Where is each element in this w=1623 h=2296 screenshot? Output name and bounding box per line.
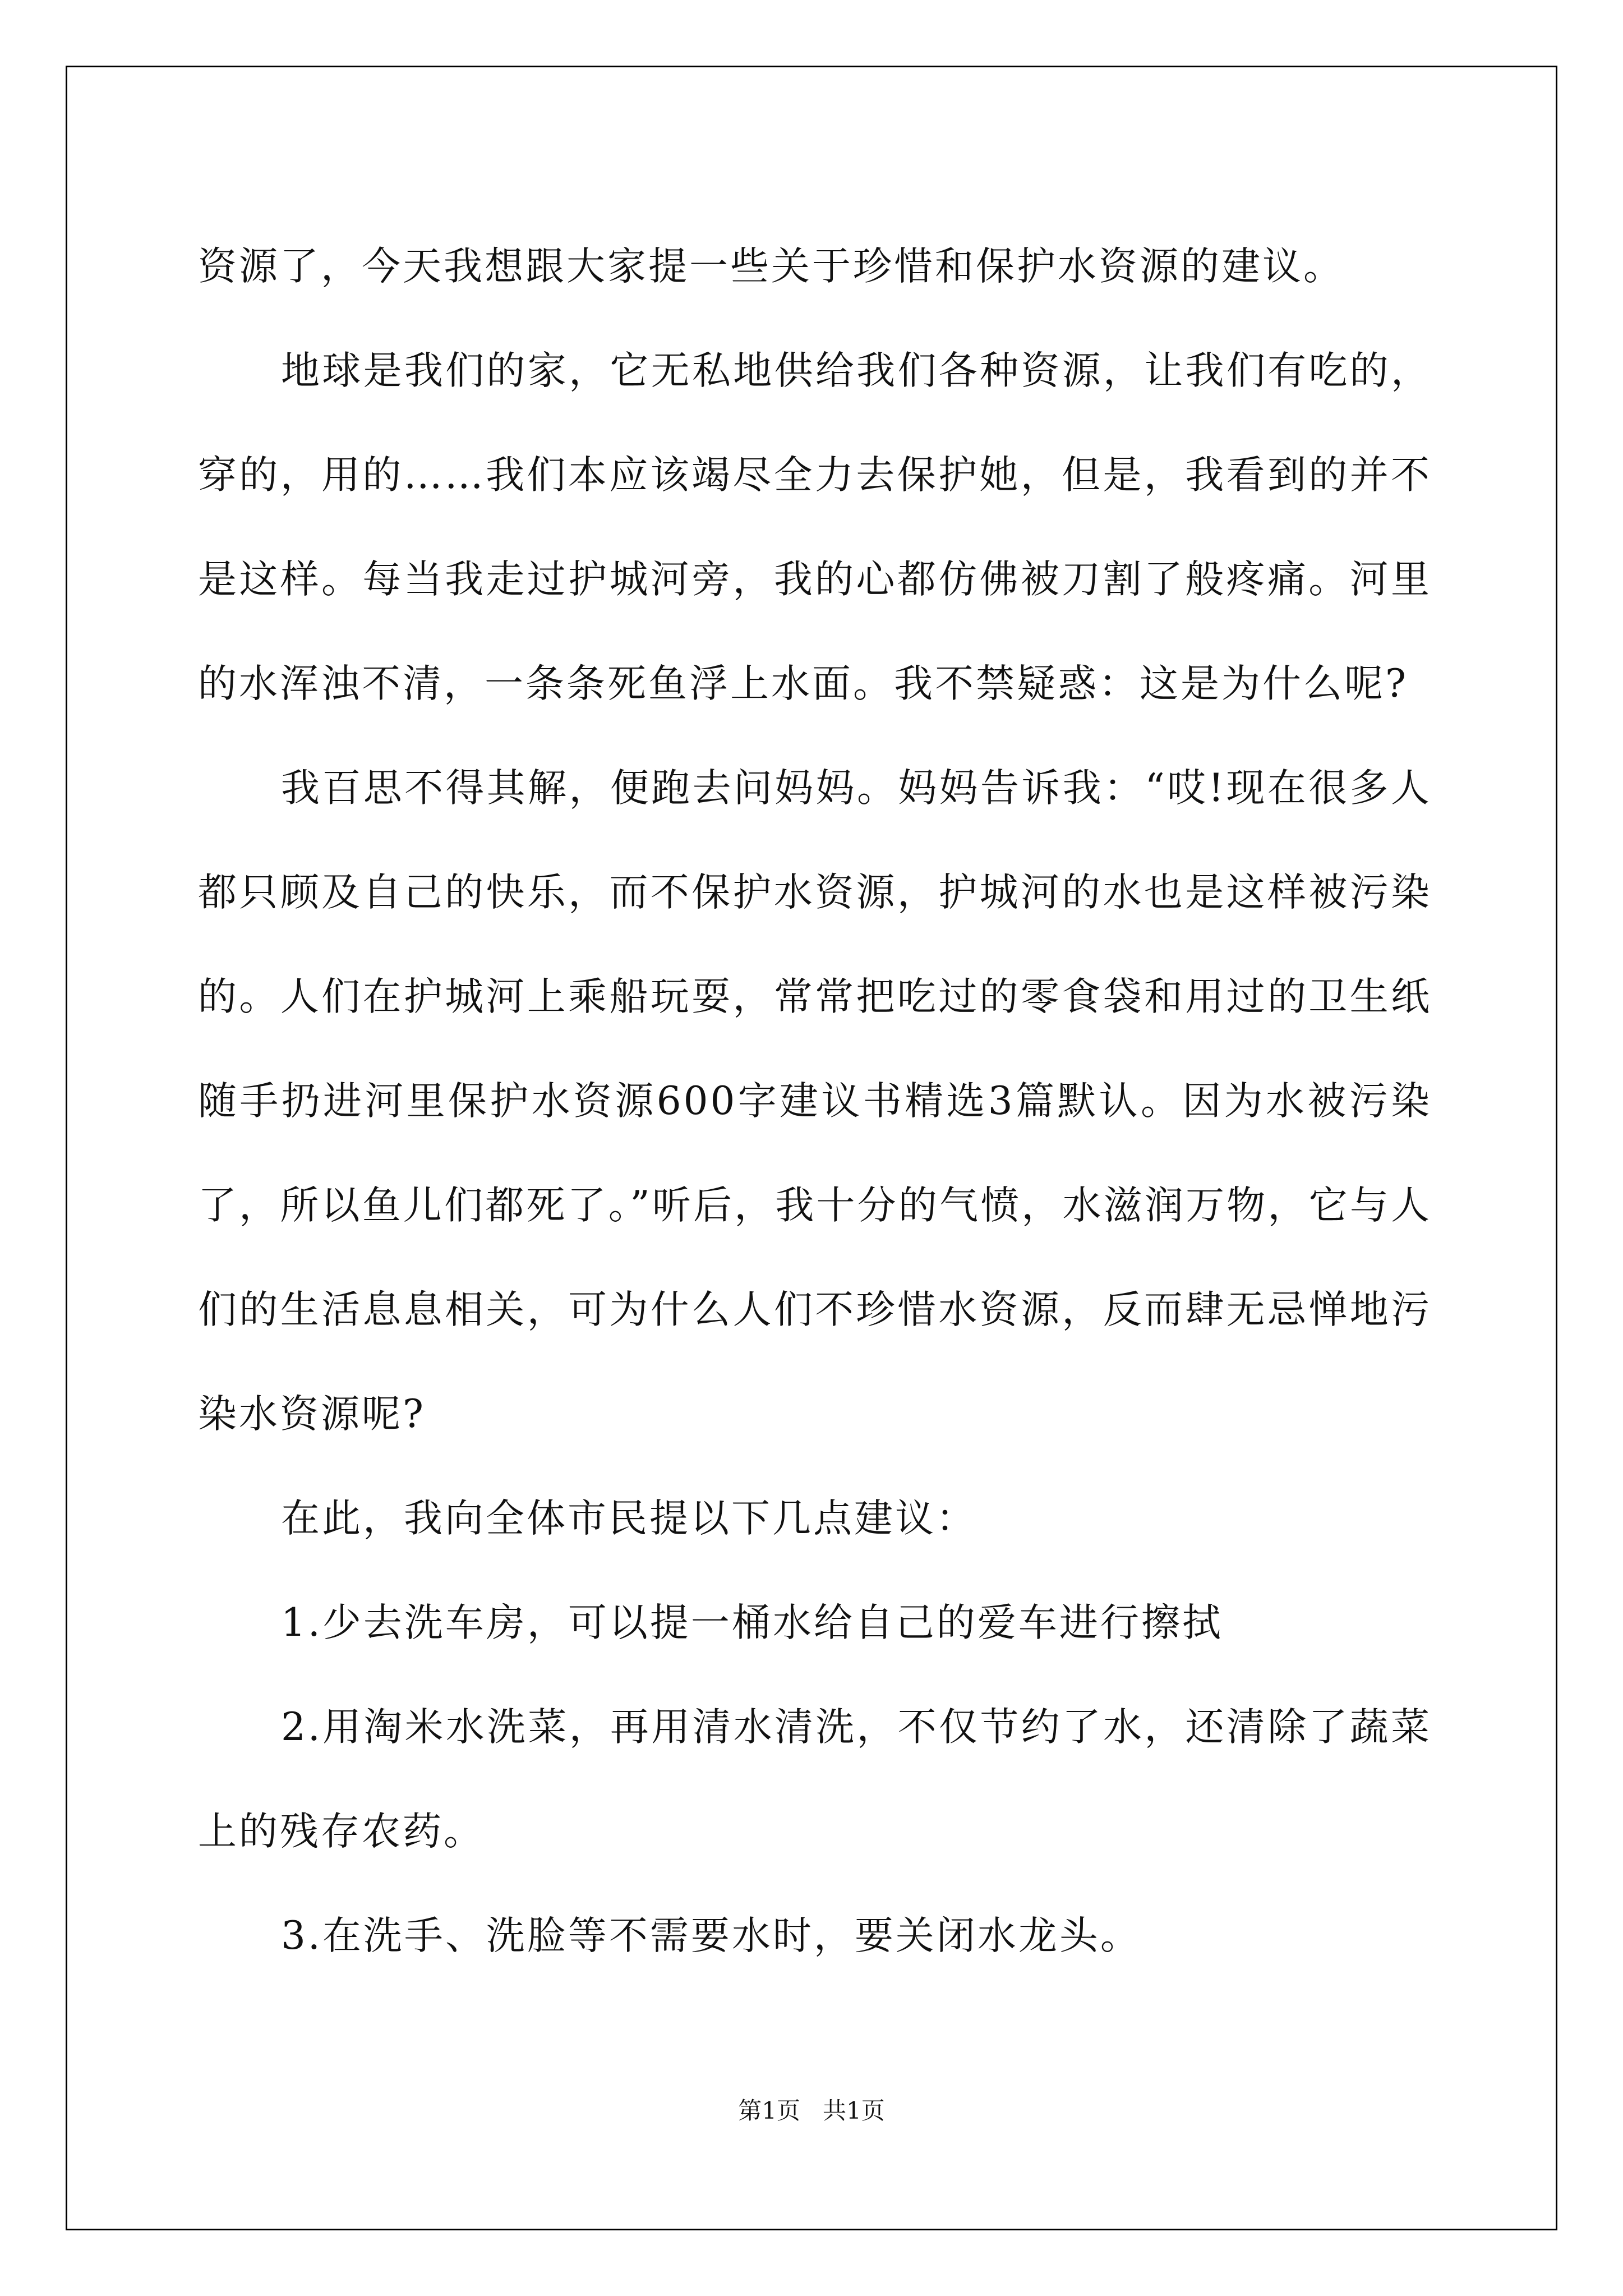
suggestion-2: 2.用淘米水洗菜，再用清水清洗，不仅节约了水，还清除了蔬菜上的残存农药。 [198, 1705, 1432, 1854]
suggestion-1: 1.少去洗车房，可以提一桶水给自己的爱车进行擦拭 [281, 1600, 1223, 1645]
page-footer [0, 2095, 1623, 2127]
paragraph-3: 我百思不得其解，便跑去问妈妈。妈妈告诉我：“哎!现在很多人都只顾及自己的快乐，而不保护水资源，护城河的水也是这样被污染的。人们在护城河上乘船玩耍，常常把吃过的零食袋和用过的卫生纸随手扔进河里保护水资源600字建议书精选3篇默认。因为水被污染了，所以鱼儿们都死了。”听后，我十分的气愤，水滋润万物，它与人们的生活息息相关，可为什么人们不珍惜水资源，反而肆无忌惮地污染水资源呢? [198, 766, 1432, 1437]
paragraph-4: 在此，我向全体市民提以下几点建议： [281, 1496, 977, 1541]
paragraph-2: 地球是我们的家，它无私地供给我们各种资源，让我们有吃的，穿的，用的……我们本应该竭尽全力去保护她，但是，我看到的并不是这样。每当我走过护城河旁，我的心都仿佛被刀割了般疼痛。河里的水浑浊不清，一条条死鱼浮上水面。我不禁疑惑：这是为什么呢? [198, 348, 1432, 706]
page-total: 共1页 [823, 2097, 885, 2124]
paragraph-1: 资源了，今天我想跟大家提一些关于珍惜和保护水资源的建议。 [198, 244, 1344, 289]
page-number: 第1页 [738, 2097, 800, 2124]
suggestion-3: 3.在洗手、洗脸等不需要水时，要关闭水龙头。 [281, 1913, 1141, 1958]
document-body [198, 214, 1432, 1988]
